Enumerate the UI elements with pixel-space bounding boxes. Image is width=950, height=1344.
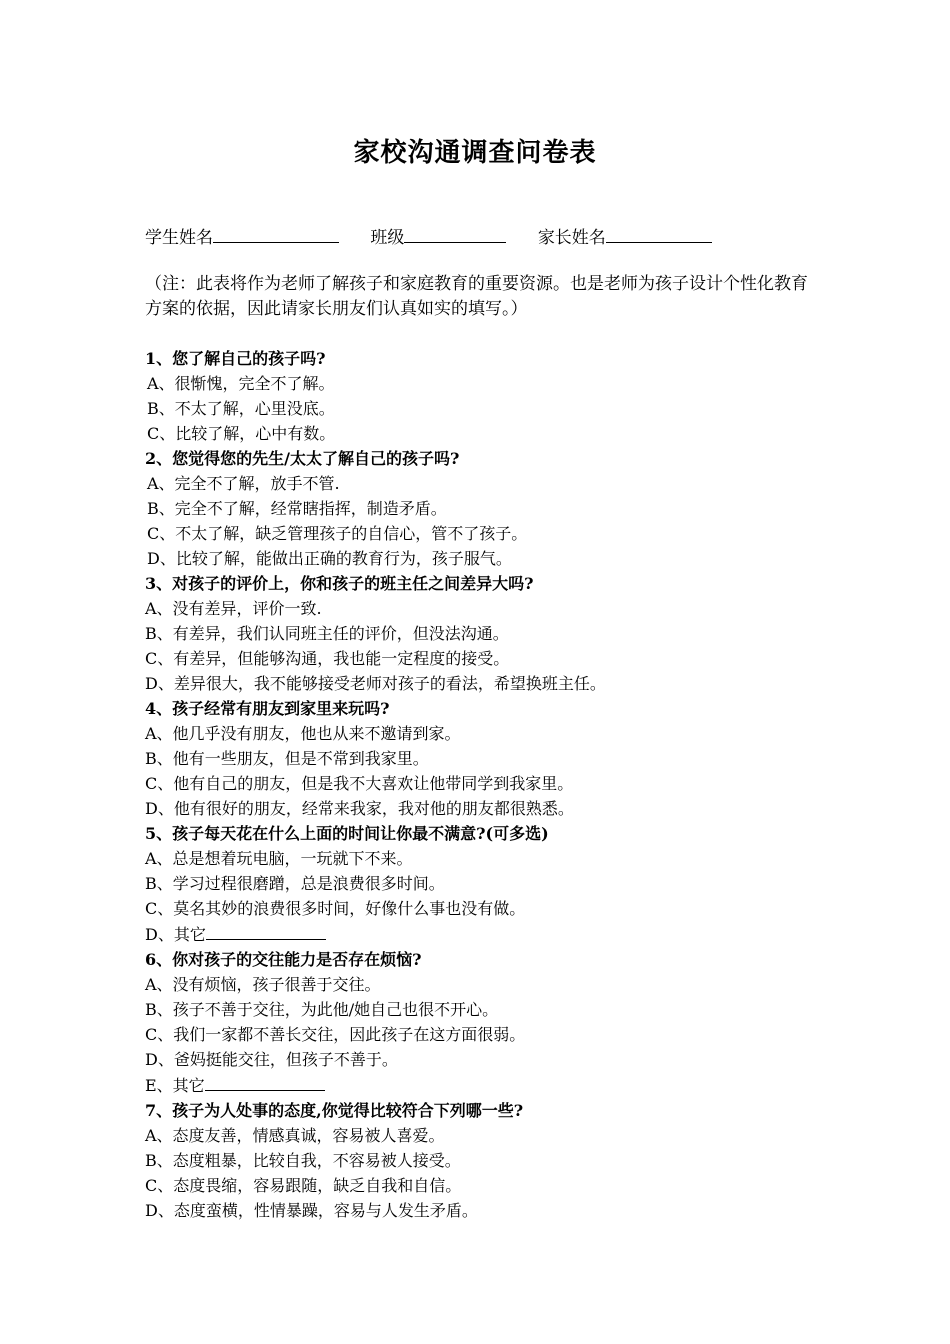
question-title: 7、孩子为人处事的态度,你觉得比较符合下列哪一些? (145, 1101, 524, 1120)
question-title: 5、孩子每天花在什么上面的时间让你最不满意?(可多选) (145, 824, 549, 843)
class-label: 班级 (370, 228, 405, 248)
option-label: E、其它 (145, 1076, 205, 1095)
option-item-other (145, 1072, 825, 1098)
option-item: B、完全不了解，经常瞎指挥，制造矛盾。 (147, 499, 447, 518)
option-item-other (145, 921, 825, 947)
other-answer-blank[interactable] (206, 921, 326, 940)
option-item: A、没有烦恼，孩子很善于交往。 (145, 975, 381, 994)
page-title: 家校沟通调查问卷表 (353, 138, 597, 168)
student-name-label: 学生姓名 (145, 228, 213, 248)
option-item: A、态度友善，情感真诚，容易被人喜爱。 (145, 1126, 445, 1145)
option-item: C、有差异，但能够沟通，我也能一定程度的接受。 (145, 649, 510, 668)
student-name-blank[interactable] (213, 222, 339, 243)
option-item: C、比较了解，心中有数。 (147, 424, 336, 443)
parent-name-label: 家长姓名 (537, 228, 606, 248)
option-item: C、态度畏缩，容易跟随，缺乏自我和自信。 (145, 1176, 462, 1195)
option-item: A、完全不了解，放手不管. (147, 474, 340, 493)
question-title: 2、您觉得您的先生/太太了解自己的孩子吗? (145, 449, 460, 468)
question-title: 3、对孩子的评价上，你和孩子的班主任之间差异大吗? (145, 574, 534, 593)
question-block (145, 696, 825, 821)
other-answer-blank[interactable] (205, 1072, 325, 1091)
option-item: C、不太了解，缺乏管理孩子的自信心，管不了孩子。 (147, 524, 528, 543)
student-name-field (145, 222, 339, 252)
question-block (145, 446, 825, 571)
option-item: D、态度蛮横，性情暴躁，容易与人发生矛盾。 (145, 1201, 478, 1220)
parent-name-blank[interactable] (606, 222, 712, 243)
option-item: B、孩子不善于交往，为此他/她自己也很不开心。 (145, 1000, 499, 1019)
question-title: 4、孩子经常有朋友到家里来玩吗? (145, 699, 390, 718)
option-item: B、不太了解，心里没底。 (147, 399, 335, 418)
option-item: D、比较了解，能做出正确的教育行为，孩子服气。 (147, 549, 512, 568)
info-row (145, 222, 738, 252)
question-title: 6、你对孩子的交往能力是否存在烦恼? (145, 950, 422, 969)
option-item: B、他有一些朋友，但是不常到我家里。 (145, 749, 429, 768)
option-item: D、爸妈挺能交往，但孩子不善于。 (145, 1050, 398, 1069)
class-blank[interactable] (404, 222, 506, 243)
option-item: B、态度粗暴，比较自我，不容易被人接受。 (145, 1151, 461, 1170)
parent-name-field (538, 222, 712, 252)
question-list (145, 346, 825, 1223)
option-item: B、学习过程很磨蹭，总是浪费很多时间。 (145, 874, 445, 893)
question-block (145, 346, 825, 446)
option-item: A、他几乎没有朋友，他也从来不邀请到家。 (145, 724, 461, 743)
option-item: C、莫名其妙的浪费很多时间，好像什么事也没有做。 (145, 899, 526, 918)
option-item: A、没有差异，评价一致. (145, 599, 322, 618)
option-item: A、很惭愧，完全不了解。 (147, 374, 335, 393)
question-block (145, 1098, 825, 1223)
option-item: B、有差异，我们认同班主任的评价，但没法沟通。 (145, 624, 509, 643)
question-block (145, 947, 825, 1098)
option-item: C、我们一家都不善长交往，因此孩子在这方面很弱。 (145, 1025, 526, 1044)
option-item: C、他有自己的朋友，但是我不大喜欢让他带同学到我家里。 (145, 774, 574, 793)
option-item: A、总是想着玩电脑，一玩就下不来。 (145, 849, 413, 868)
question-block (145, 821, 825, 947)
option-item: D、他有很好的朋友，经常来我家，我对他的朋友都很熟悉。 (145, 799, 574, 818)
question-title: 1、您了解自己的孩子吗? (145, 349, 326, 368)
question-block (145, 571, 825, 696)
option-label: D、其它 (145, 925, 206, 944)
note-paragraph: （注：此表将作为老师了解孩子和家庭教育的重要资源。也是老师为孩子设计个性化教育方案的依据，因此请家长朋友们认真如实的填写。） (145, 274, 808, 319)
option-item: D、差异很大，我不能够接受老师对孩子的看法，希望换班主任。 (145, 674, 606, 693)
class-field (370, 222, 506, 252)
